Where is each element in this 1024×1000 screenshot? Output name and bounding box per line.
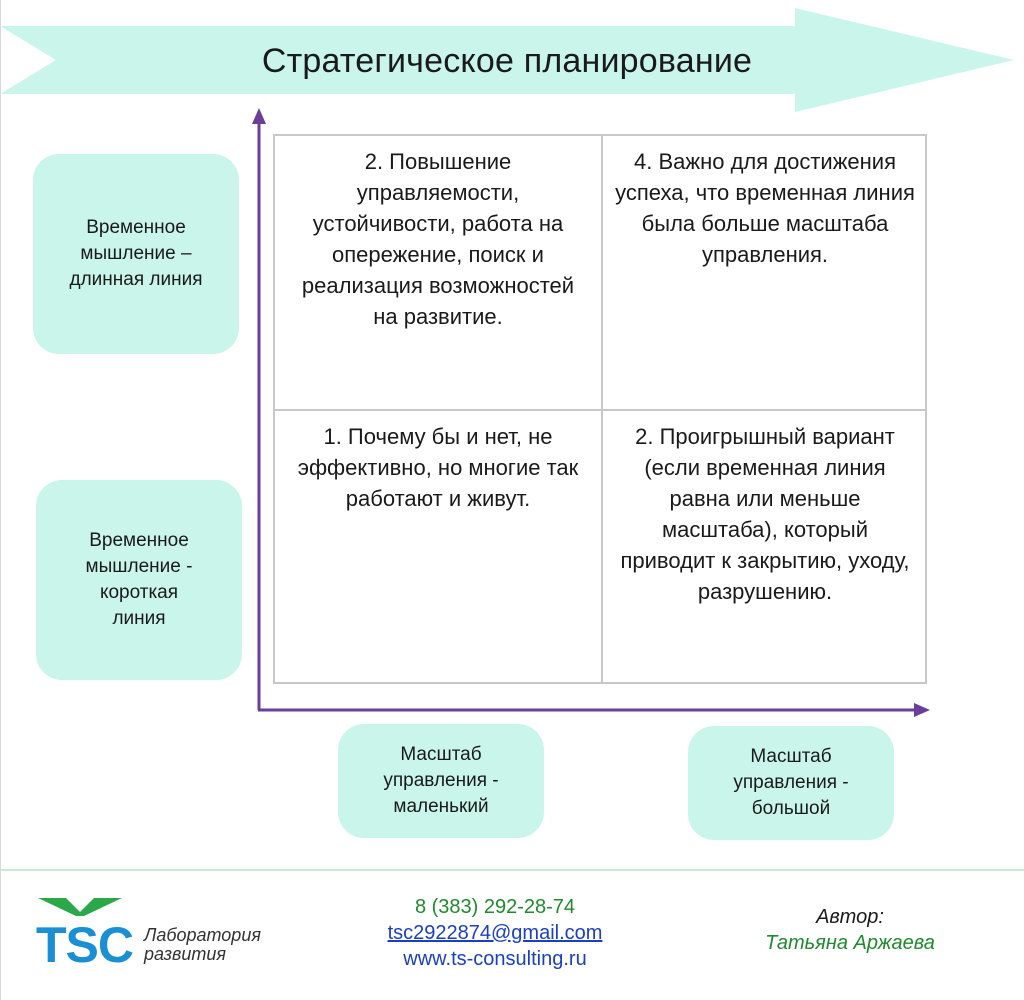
author-name: Татьяна Аржаева bbox=[765, 932, 935, 954]
x-axis-arrowhead bbox=[914, 703, 930, 717]
footer-divider bbox=[0, 869, 1024, 871]
author-label: Автор: bbox=[816, 906, 884, 928]
logo-letters: TSC bbox=[36, 917, 133, 973]
author-block bbox=[740, 904, 960, 956]
email-link[interactable]: tsc2922874@gmail.com bbox=[387, 922, 603, 944]
matrix-cell-top-right: 4. Важно для достижения успеха, что временная линия была больше масштаба управления. bbox=[615, 149, 915, 267]
logo-caption-line1: Лаборатория bbox=[144, 925, 261, 945]
x-label-big-scale: Масштаб управления - большой bbox=[688, 726, 894, 840]
y-label-long-line: Временное мышление – длинная линия bbox=[33, 154, 239, 354]
x-label-small-scale: Масштаб управления - маленький bbox=[338, 724, 544, 838]
matrix-cell-bottom-left: 1. Почему бы и нет, не эффективно, но многие так работают и живут. bbox=[297, 424, 579, 511]
y-label-short-line: Временное мышление - короткая линия bbox=[36, 480, 242, 680]
banner-title: Стратегическое планирование bbox=[261, 42, 753, 80]
logo-caption bbox=[144, 926, 261, 964]
y-axis-arrowhead bbox=[252, 108, 266, 124]
logo-check-icon bbox=[36, 894, 126, 918]
website-link[interactable]: www.ts-consulting.ru bbox=[403, 948, 587, 970]
phone-number: 8 (383) 292-28-74 bbox=[414, 896, 576, 918]
strategy-matrix bbox=[273, 134, 927, 684]
logo-caption-line2: развития bbox=[144, 944, 227, 964]
contacts bbox=[340, 894, 650, 972]
matrix-cell-bottom-right: 2. Проигрышный вариант (если временная линия равна или меньше масштаба), который приводит к закрытию, уходу, разрушению. bbox=[620, 424, 910, 604]
matrix-cell-top-left: 2. Повышение управляемости, устойчивости, работа на опережение, поиск и реализация возможностей на развитие. bbox=[301, 149, 575, 329]
tsc-logo bbox=[36, 894, 286, 974]
